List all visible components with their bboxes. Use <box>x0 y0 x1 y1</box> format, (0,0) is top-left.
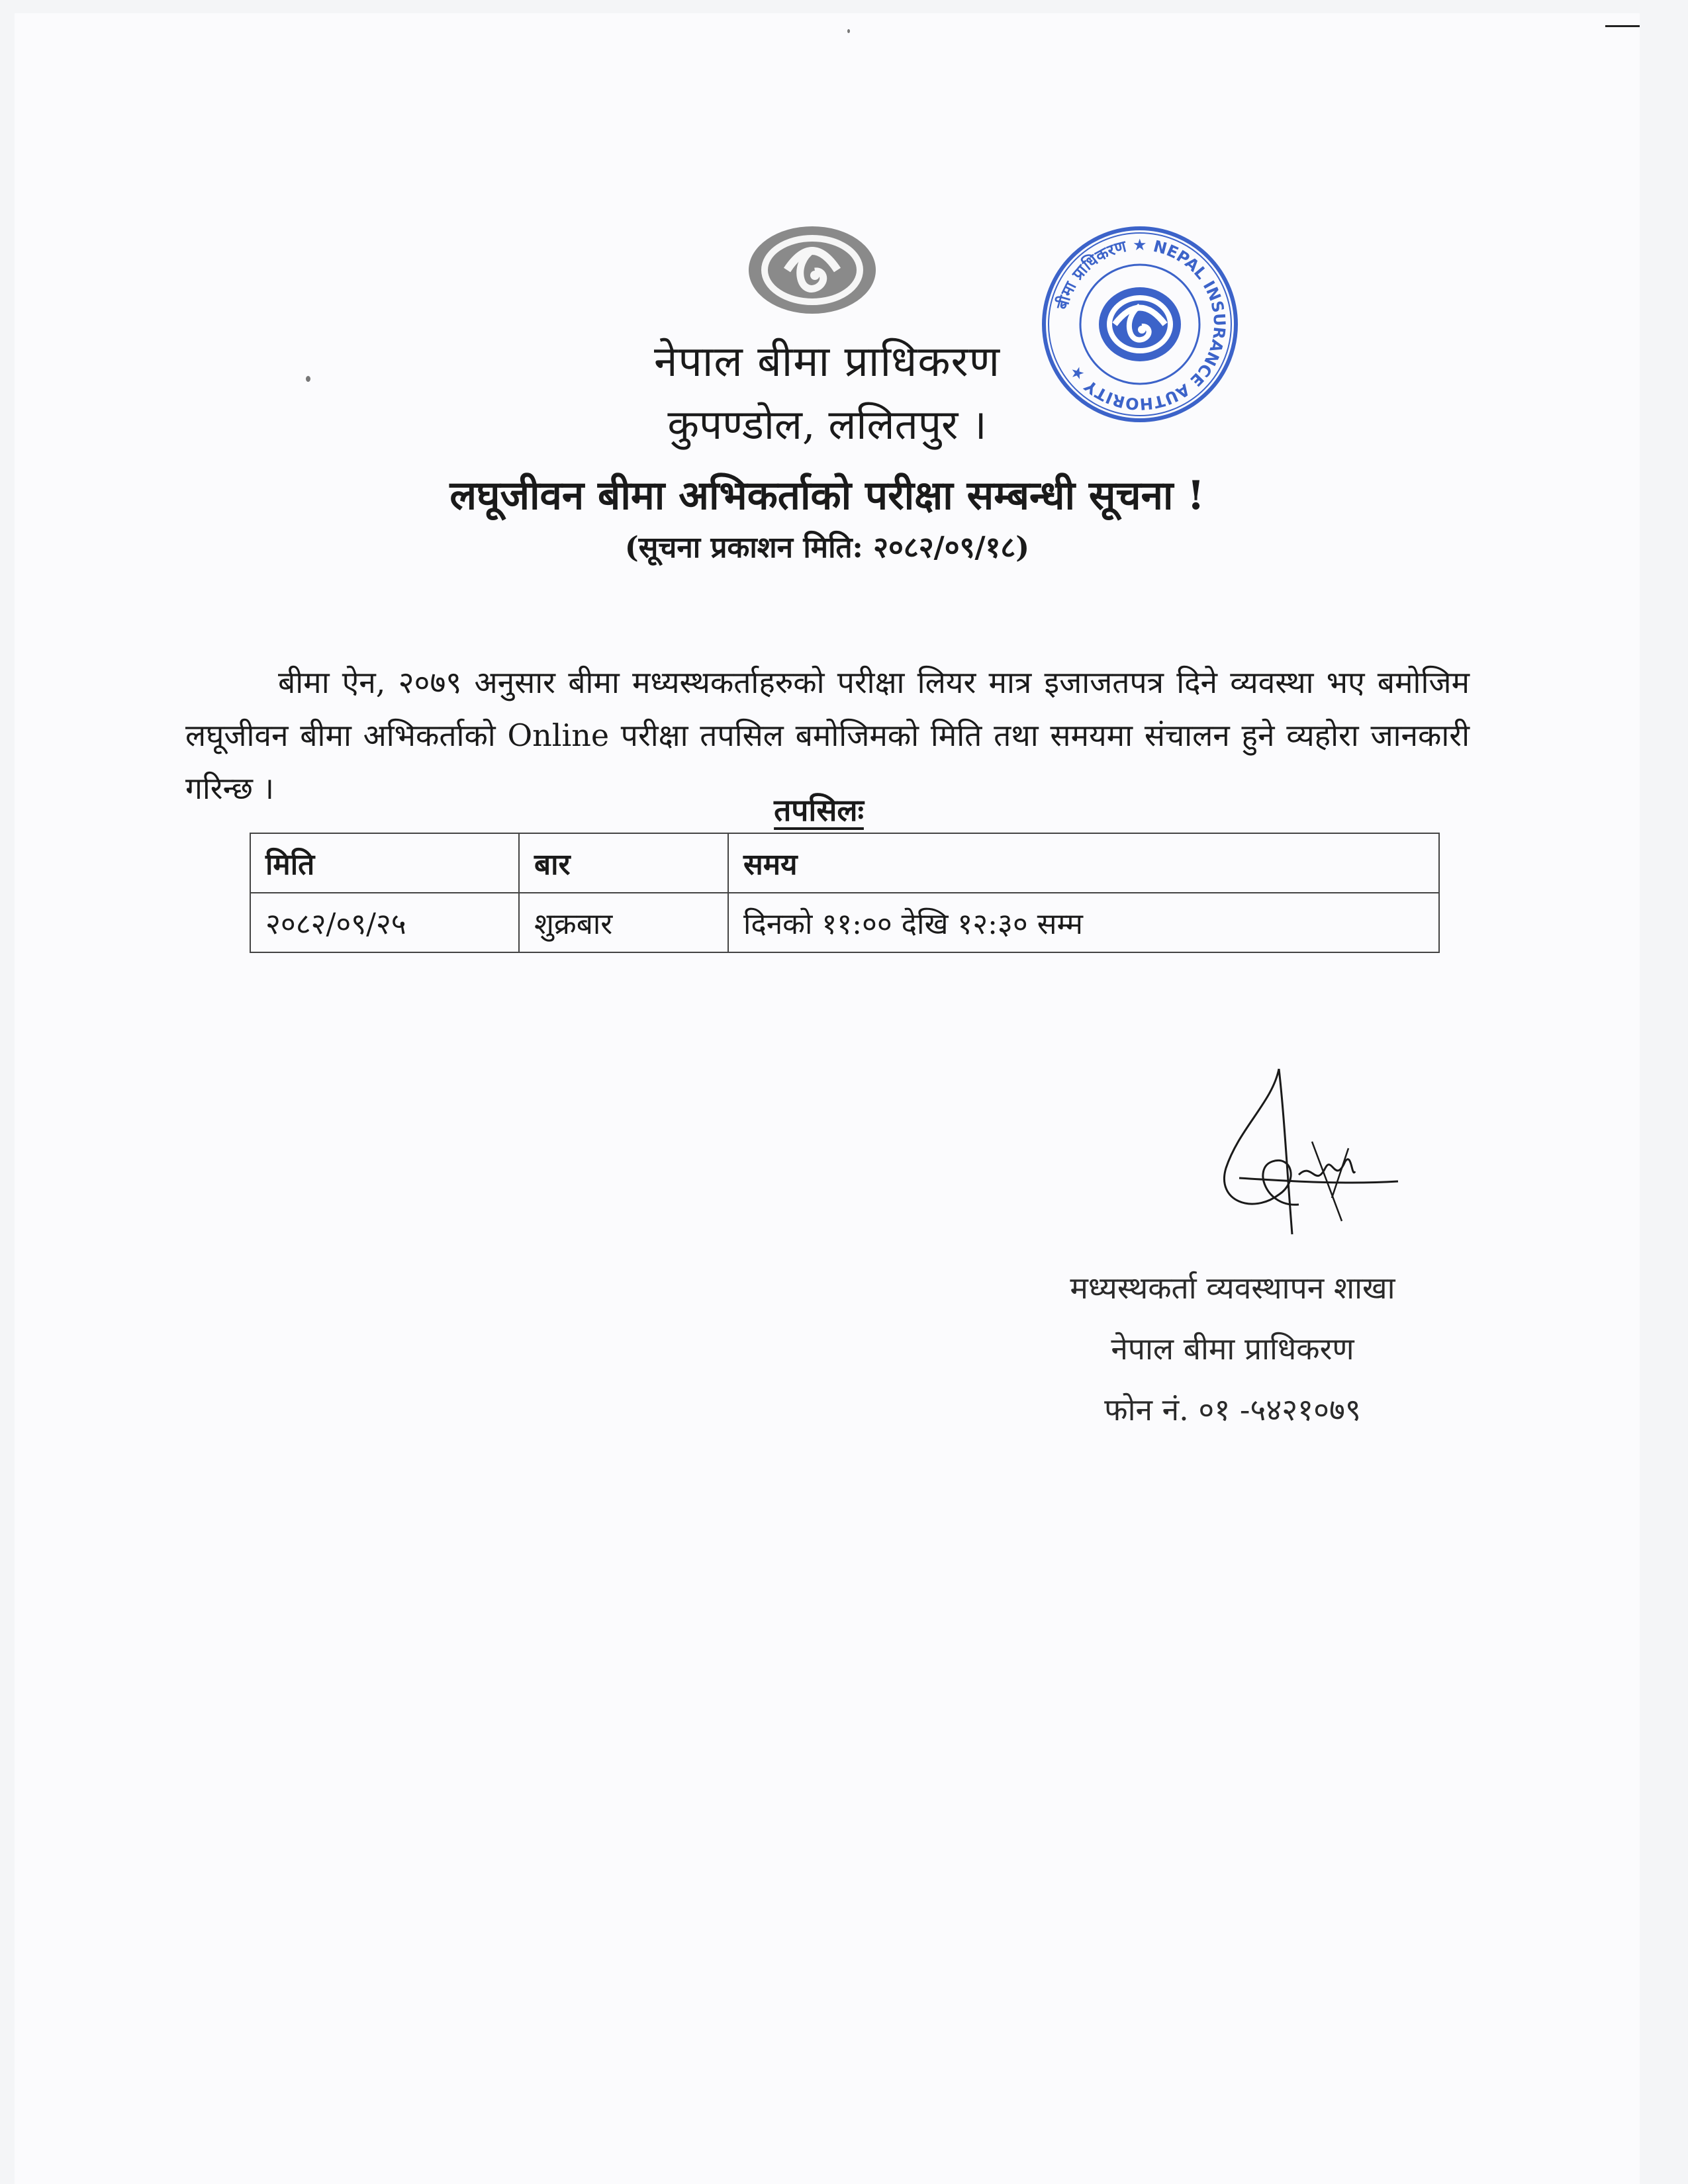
scan-speck <box>847 29 850 33</box>
seal-ring-text: बीमा प्राधिकरण ★ NEPAL INSURANCE AUTHORITY ★ <box>1053 235 1229 414</box>
authority-seal <box>1041 225 1239 424</box>
signatory-department: मध्यस्थकर्ता व्यवस्थापन शाखा <box>1070 1270 1395 1306</box>
signatory-organization: नेपाल बीमा प्राधिकरण <box>1111 1331 1354 1367</box>
signatory-phone: फोन नं. ०१ -५४२१०७९ <box>1104 1392 1361 1428</box>
column-header-time: समय <box>728 833 1439 893</box>
organization-name: नेपाल बीमा प्राधिकरण <box>653 338 1001 387</box>
exam-time: दिनको ११:०० देखि १२:३० सम्म <box>728 893 1439 952</box>
authority-logo <box>746 224 878 316</box>
signature <box>1199 1062 1411 1254</box>
publish-date: (सूचना प्रकाशन मिति: २०८२/०९/१८) <box>624 531 1030 565</box>
column-header-date: मिति <box>250 833 519 893</box>
notice-page <box>15 13 1640 2184</box>
table-header-row <box>250 833 1439 893</box>
table-row <box>250 893 1439 952</box>
signatory-block <box>994 1257 1471 1440</box>
schedule-heading: तपसिलः <box>774 792 864 828</box>
scan-edge-mark <box>1605 25 1640 27</box>
column-header-day: बार <box>519 833 728 893</box>
exam-date: २०८२/०९/२५ <box>250 893 519 952</box>
notice-body: बीमा ऐन, २०७९ अनुसार बीमा मध्यस्थकर्ताहरुको परीक्षा लियर मात्र इजाजतपत्र दिने व्यवस्था भए बमोजिम लघूजीवन बीमा अभिकर्ताको Online परीक्षा तपसिल बमोजिमको मिति तथा समयमा संचालन हुने व्यहोरा जानकारी गरिन्छ । <box>185 664 1470 806</box>
notice-title: लघूजीवन बीमा अभिकर्ताको परीक्षा सम्बन्धी सूचना ! <box>449 473 1205 519</box>
exam-day: शुक्रबार <box>519 893 728 952</box>
schedule-table <box>250 833 1440 953</box>
organization-address: कुपण्डोल, ललितपुर । <box>667 400 987 449</box>
